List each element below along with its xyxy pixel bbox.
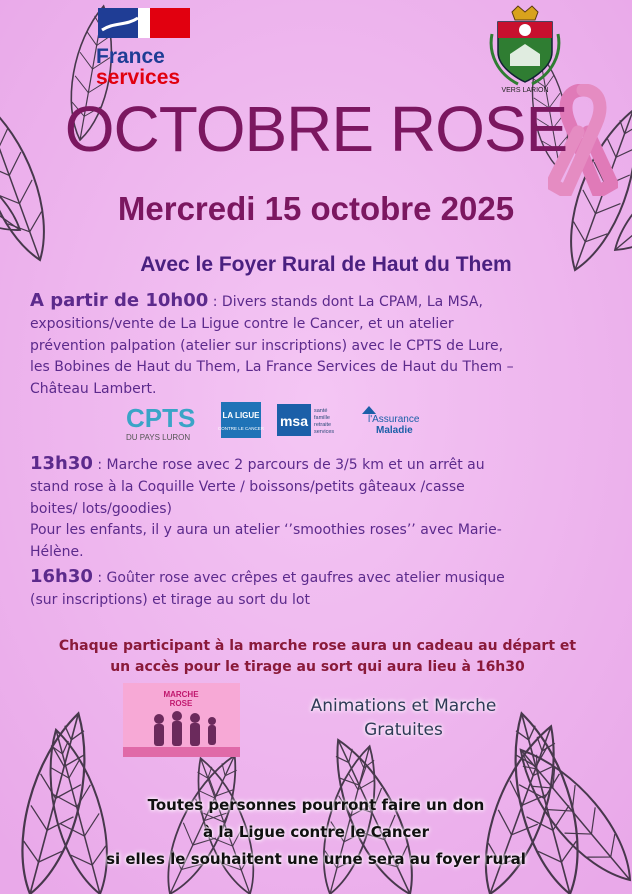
schedule-10h00 [30, 290, 620, 401]
cpts-sub-text: DU PAYS LURON [126, 433, 191, 442]
schedule-10h00-line1 [30, 290, 620, 314]
schedule-13h30-line1 [30, 453, 620, 477]
schedule-13h30-line5: Hélène. [30, 544, 84, 561]
msa-sub2: famille [314, 415, 330, 421]
event-date: Mercredi 15 octobre 2025 [117, 190, 515, 227]
france-services-line1: France [96, 45, 165, 68]
french-flag-icon [98, 8, 190, 38]
rose-label: ROSE [169, 699, 193, 708]
schedule-10h00-line2: expositions/vente de La Ligue contre le Cancer, et un atelier [30, 315, 454, 332]
text-line: : Marche rose avec 2 parcours de 3/5 km et un arrêt au [92, 457, 485, 473]
gift-notice-line2: un accès pour le tirage au sort qui aura lieu à 16h30 [110, 659, 525, 675]
marche-label: MARCHE [163, 690, 199, 699]
assurance-maladie-logo [362, 406, 420, 436]
time-13h30: 13h30 [30, 453, 93, 474]
marche-rose-image [123, 683, 240, 757]
free-activities-line1: Animations et Marche [310, 696, 497, 716]
ligue-text: LA LIGUE [222, 411, 260, 420]
donation-notice [0, 792, 632, 873]
crest-icon [488, 4, 562, 86]
schedule-13h30-line2: stand rose à la Coquille Verte / boissons/petits gâteaux /casse [30, 478, 465, 495]
partner-logos [120, 400, 450, 448]
schedule-16h30 [30, 566, 620, 612]
schedule-10h00-line3: prévention palpation (atelier sur inscriptions) avec le CPTS de Lure, [30, 337, 504, 354]
schedule-10h00-line4: les Bobines de Haut du Them, La France Services de Haut du Them – [30, 359, 514, 376]
schedule-13h30-line4: Pour les enfants, il y aura un atelier ‘’smoothies roses’’ avec Marie- [30, 522, 502, 539]
donation-line1: Toutes personnes pourront faire un don [147, 796, 485, 814]
msa-text: msa [279, 413, 309, 429]
schedule-13h30 [30, 453, 620, 564]
text-line: : Goûter rose avec crêpes et gaufres avec atelier musique [92, 570, 505, 586]
time-16h30: 16h30 [30, 566, 93, 587]
msa-sub1: santé [314, 408, 328, 414]
maladie-text: Maladie [376, 425, 413, 436]
assurance-text: l'Assurance [368, 414, 420, 425]
msa-sub3: retraite [314, 422, 332, 428]
gift-notice [20, 636, 615, 678]
time-10h00: A partir de 10h00 [30, 290, 209, 311]
donation-line3: si elles le souhaitent une urne sera au foyer rural [106, 850, 526, 868]
cpts-text: CPTS [126, 403, 196, 433]
poster-title: OCTOBRE ROSE [64, 93, 568, 165]
ligue-sub-text: CONTRE LE CANCER [217, 426, 265, 431]
ligue-logo [218, 402, 265, 438]
schedule-16h30-line2: (sur inscriptions) et tirage au sort du lot [30, 591, 310, 608]
schedule-13h30-line3: boites/ lots/goodies) [30, 500, 173, 517]
france-services-line2: services [96, 66, 181, 89]
gift-notice-line1: Chaque participant à la marche rose aura un cadeau au départ et [58, 638, 577, 654]
free-activities-notice [276, 694, 531, 742]
text-line: : Divers stands dont La CPAM, La MSA, [208, 294, 483, 310]
village-crest [488, 4, 562, 96]
schedule-16h30-line1 [30, 566, 620, 590]
organizer-line: Avec le Foyer Rural de Haut du Them [140, 253, 512, 276]
cpts-logo [126, 403, 195, 442]
france-services-logo [96, 8, 196, 90]
donation-line2: à la Ligue contre le Cancer [203, 823, 429, 841]
msa-logo [277, 404, 334, 436]
free-activities-line2: Gratuites [364, 720, 443, 740]
schedule-10h00-line5: Château Lambert. [30, 381, 157, 398]
crest-caption: VERS LARION [501, 87, 549, 94]
msa-sub4: services [314, 429, 335, 435]
